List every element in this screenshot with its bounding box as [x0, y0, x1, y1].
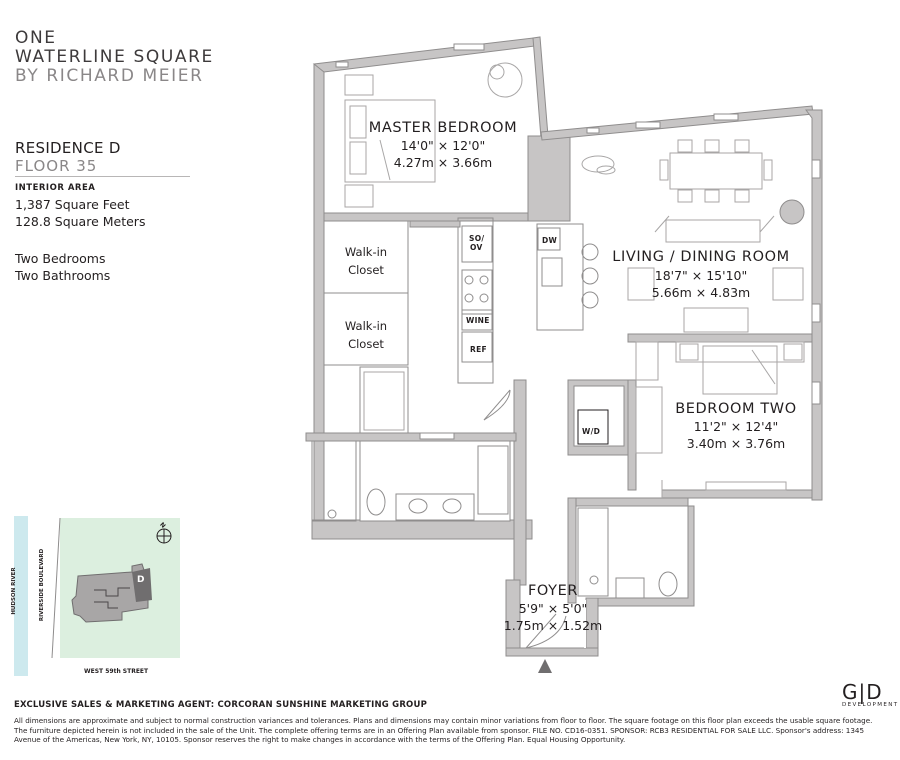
area-square-feet: 1,387 Square Feet	[15, 197, 130, 212]
sink	[542, 258, 562, 286]
label-ref: REF	[470, 345, 487, 354]
closet2-label-line2: Closet	[348, 337, 384, 351]
entry-arrow	[538, 659, 552, 673]
wall-left-exterior	[314, 64, 324, 539]
building-name-line1: ONE	[15, 28, 57, 48]
room-foyer-metric: 1.75m × 1.52m	[503, 618, 603, 633]
room-master-name: MASTER BEDROOM	[368, 120, 518, 136]
closet1-label-line2: Closet	[348, 263, 384, 277]
keyplan-unit-label: D	[137, 575, 145, 585]
wall-bedroom2-left	[628, 380, 636, 490]
wall-master-bottom	[324, 213, 529, 221]
room-living-name: LIVING / DINING ROOM	[612, 249, 790, 265]
closet2-label-line1: Walk-in	[344, 319, 388, 333]
keyplan-river-label: HUDSON RIVER	[11, 567, 17, 615]
interior-area-label: INTERIOR AREA	[15, 183, 96, 193]
room-bedroom2-imperial: 11'2" × 12'4"	[693, 419, 779, 434]
keyplan-north: N	[158, 521, 167, 530]
label-dw: DW	[542, 236, 558, 245]
wall-bedroom2-bottom	[662, 490, 812, 498]
keyplan-boulevard-label: RIVERSIDE BOULEVARD	[39, 548, 45, 622]
wall-bath-top	[306, 433, 516, 441]
nightstand-1	[345, 75, 373, 95]
closet-3-box	[360, 367, 408, 435]
nightstand-2	[345, 185, 373, 207]
living-ottoman	[780, 200, 804, 224]
building-architect: BY RICHARD MEIER	[15, 66, 204, 86]
sofa	[666, 220, 760, 242]
room-living-metric: 5.66m × 4.83m	[651, 285, 751, 300]
room-bedroom2-metric: 3.40m × 3.76m	[686, 436, 786, 451]
bedroom2-closet-b	[636, 387, 662, 453]
residence-name: RESIDENCE D	[15, 139, 121, 157]
bathroom-count: Two Bathrooms	[15, 268, 111, 283]
chair-master	[488, 63, 522, 97]
vanity-2	[616, 578, 644, 598]
developer-logo: G|D	[842, 680, 883, 704]
toilet-2	[659, 572, 677, 596]
wall-bath2-right	[596, 506, 694, 606]
area-square-meters: 128.8 Square Meters	[15, 214, 146, 229]
room-master-imperial: 14'0" × 12'0"	[400, 138, 486, 153]
disclaimer: All dimensions are approximate and subject to normal construction variances and tolerances. Plans and dimensions may contain minor variations from floor to floor. The square footage on this floor plan exceeds the usable square footage. The furniture depicted herein is not included in the sale of the Unit. The complete offering terms are in an Offering Plan available from sponsor. FILE NO. CD16-0351. SPONSOR: RCB3 RESIDENTIAL FOR SALE LLC. Sponsor's address: 1345 Avenue of the Americas, New York, NY, 10105. Sponsor reserves the right to make changes in accordance with the terms of the Offering Plan. Equal Housing Opportunity.	[14, 716, 873, 745]
label-wine: WINE	[466, 316, 490, 325]
coffee-table	[684, 308, 748, 332]
developer-logo-sub: DEVELOPMENT	[842, 702, 899, 708]
bedroom2-closet-a	[636, 342, 658, 380]
bedroom-count: Two Bedrooms	[15, 251, 106, 266]
label-so-ov-2: OV	[470, 243, 483, 252]
room-foyer-imperial: 5'9" × 5'0"	[518, 601, 588, 616]
wall-bath2-top	[568, 498, 688, 506]
wall-bedroom2-top	[628, 334, 812, 342]
sales-agent: EXCLUSIVE SALES & MARKETING AGENT: CORCORAN SUNSHINE MARKETING GROUP	[14, 700, 428, 710]
wall-corridor-right	[514, 380, 526, 585]
building-name-line2: WATERLINE SQUARE	[15, 47, 214, 67]
wall-corridor-top	[410, 221, 460, 227]
dining-table	[670, 153, 762, 189]
closet1-label-line1: Walk-in	[344, 245, 388, 259]
wall-foyer-bottom	[506, 648, 598, 656]
label-wd: W/D	[582, 427, 601, 436]
room-living-imperial: 18'7" × 15'10"	[654, 268, 748, 283]
wall-living-window	[541, 106, 813, 140]
room-foyer-name: FOYER	[527, 583, 579, 599]
room-master-metric: 4.27m × 3.66m	[393, 155, 493, 170]
wall-bottom-left	[312, 520, 532, 539]
keyplan-street-label: WEST 59th STREET	[84, 668, 149, 675]
label-so-ov-1: SO/	[469, 234, 485, 243]
room-bedroom2-name: BEDROOM TWO	[675, 401, 797, 417]
residence-floor: FLOOR 35	[15, 157, 98, 175]
